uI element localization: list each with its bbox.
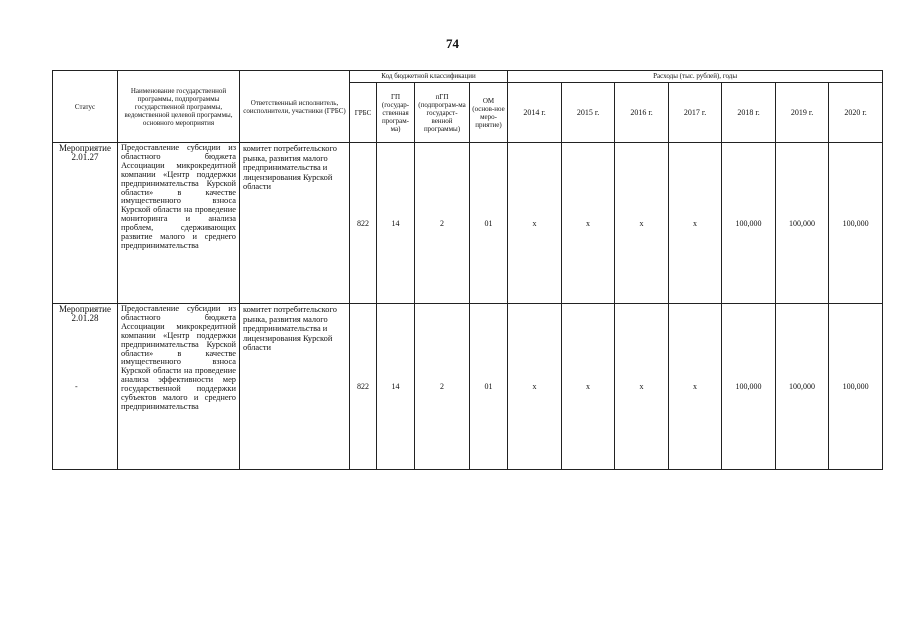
header-row-1: [53, 71, 883, 83]
table-row: [53, 143, 883, 304]
row-pgp: 2: [415, 143, 470, 304]
row-name: Предоставление субсидии из областного бюджета Ассоциации микрокредитной компании «Центр поддержки предпринимательства Курской области» в качестве имущественного взноса Курской области на проведение анализа эффективности мер государственной поддержки субъектов малого и среднего предпринимательства: [118, 304, 240, 470]
row-status: Мероприятие 2.01.28: [59, 304, 111, 323]
header-om: ОМ (основ-ное меро-приятие): [470, 83, 508, 143]
header-year-2019: 2019 г.: [776, 83, 829, 143]
header-executor: Ответственный исполнитель, соисполнители, участники (ГРБС): [240, 71, 350, 143]
budget-table: [52, 70, 883, 470]
row-value-2018: 100,000: [722, 143, 776, 304]
row-value-2020: 100,000: [829, 143, 883, 304]
header-budget-code: Код бюджетной классификации: [350, 71, 508, 83]
header-pgp: пГП (подпрограм-ма государст-венной программы): [415, 83, 470, 143]
row-value-2016: x: [615, 143, 669, 304]
header-year-2017: 2017 г.: [669, 83, 722, 143]
header-grbs: ГРБС: [350, 83, 377, 143]
row-value-2016: x: [615, 304, 669, 470]
row-value-2019: 100,000: [776, 304, 829, 470]
row-status: Мероприятие 2.01.27: [53, 143, 118, 304]
header-year-2016: 2016 г.: [615, 83, 669, 143]
header-status: Статус: [53, 71, 118, 143]
row-om: 01: [470, 143, 508, 304]
row-gp: 14: [377, 143, 415, 304]
row-status-mark: -: [75, 382, 78, 391]
row-value-2014: x: [508, 304, 562, 470]
table-row: [53, 304, 883, 470]
page-number: 74: [446, 36, 459, 51]
row-grbs: 822: [350, 304, 377, 470]
row-om: 01: [470, 304, 508, 470]
row-executor: комитет потребительского рынка, развития малого предпринимательства и лицензирования Курской области: [240, 143, 350, 304]
row-value-2017: x: [669, 304, 722, 470]
header-year-2018: 2018 г.: [722, 83, 776, 143]
row-value-2015: x: [562, 143, 615, 304]
header-year-2015: 2015 г.: [562, 83, 615, 143]
row-status-cell: [53, 304, 118, 470]
row-value-2015: x: [562, 304, 615, 470]
header-gp: ГП (государ-ственная програм-ма): [377, 83, 415, 143]
header-year-2020: 2020 г.: [829, 83, 883, 143]
row-name: Предоставление субсидии из областного бюджета Ассоциации микрокредитной компании «Центр поддержки предпринимательства Курской области» в качестве имущественного взноса Курской области на проведение мониторинга и анализа проблем, сдерживающих развитие малого и среднего предпринимательства: [118, 143, 240, 304]
row-pgp: 2: [415, 304, 470, 470]
row-gp: 14: [377, 304, 415, 470]
header-year-2014: 2014 г.: [508, 83, 562, 143]
row-grbs: 822: [350, 143, 377, 304]
row-executor: комитет потребительского рынка, развития малого предпринимательства и лицензирования Курской области: [240, 304, 350, 470]
row-value-2017: x: [669, 143, 722, 304]
header-expenses: Расходы (тыс. рублей), годы: [508, 71, 883, 83]
row-value-2018: 100,000: [722, 304, 776, 470]
row-value-2020: 100,000: [829, 304, 883, 470]
row-value-2019: 100,000: [776, 143, 829, 304]
header-name: Наименование государственной программы, подпрограммы государственной программы, ведомственной целевой программы, основного мероприятия: [118, 71, 240, 143]
row-value-2014: x: [508, 143, 562, 304]
